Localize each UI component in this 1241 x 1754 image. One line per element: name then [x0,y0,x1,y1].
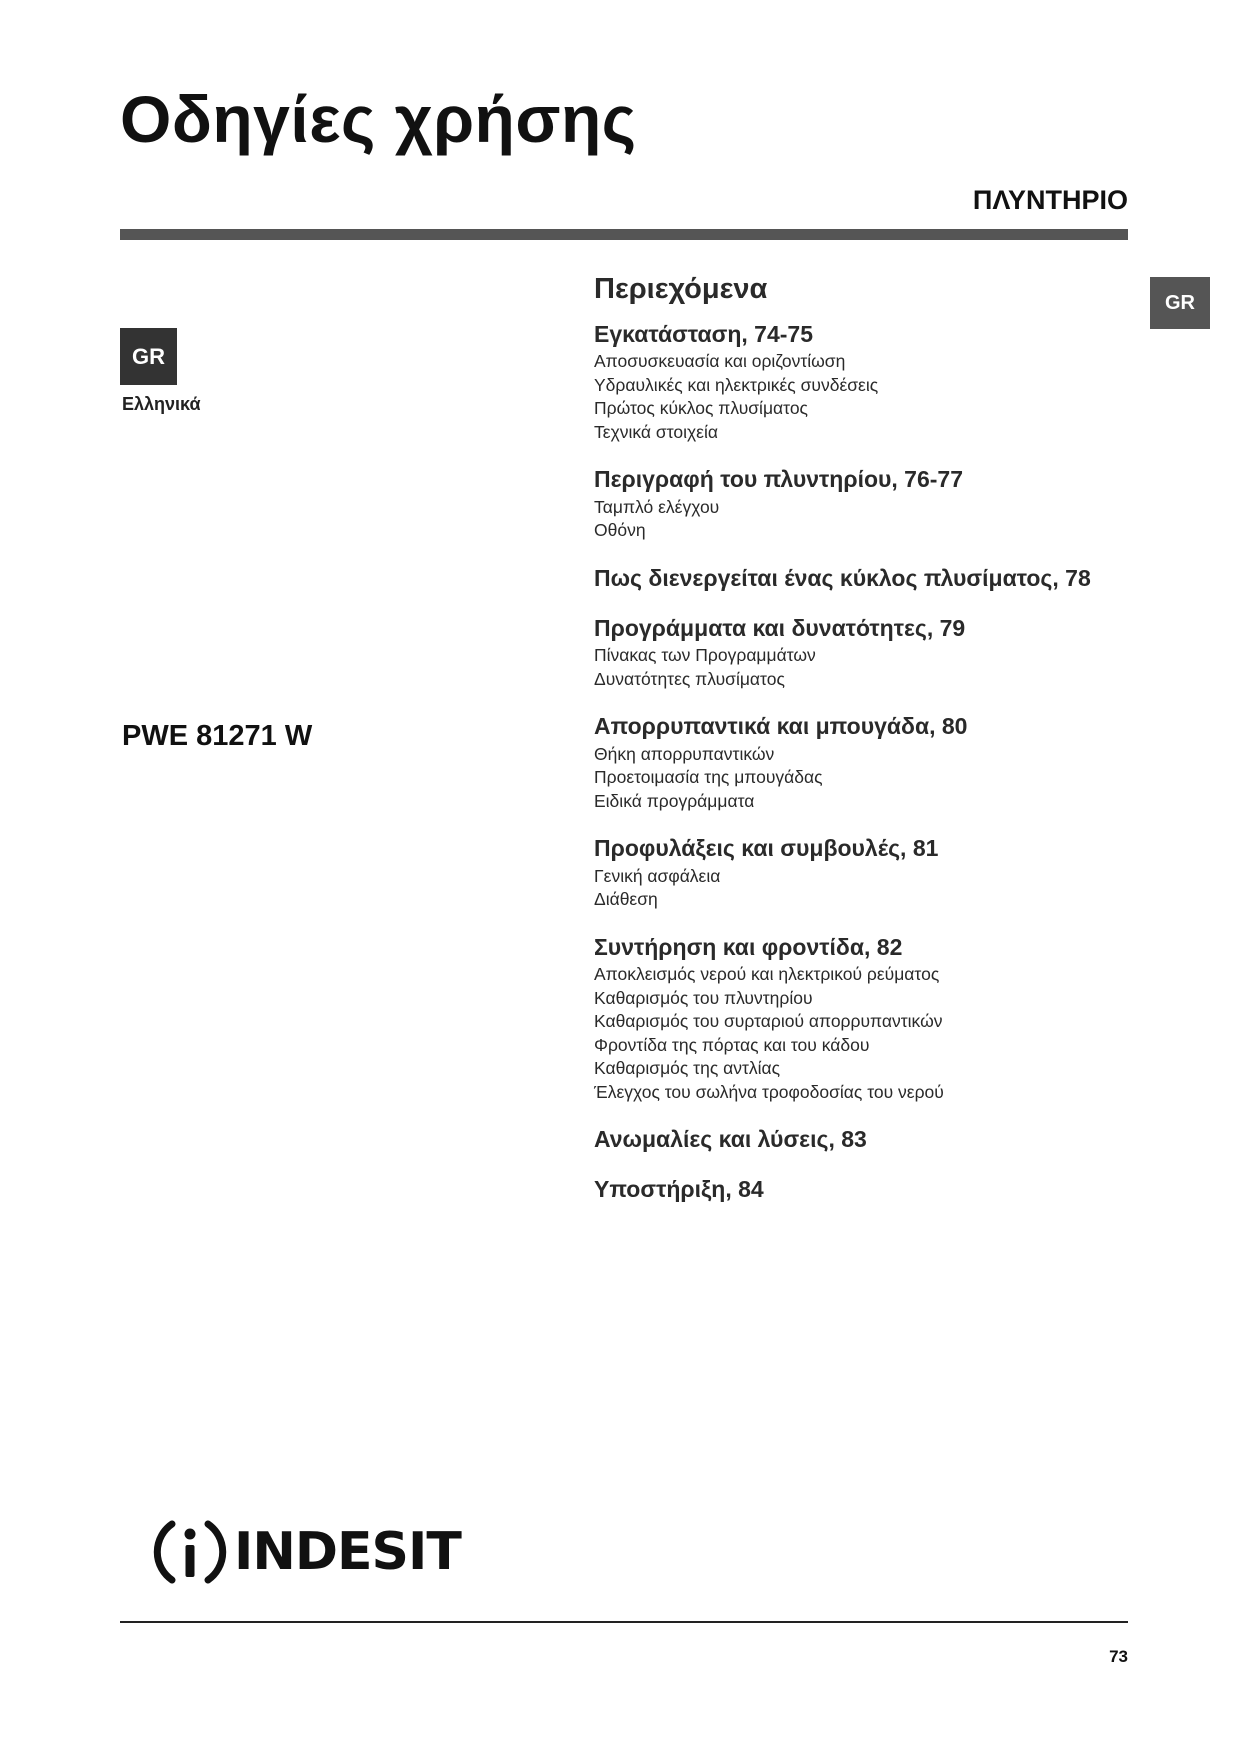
toc-subitem: Δυνατότητες πλυσίματος [594,668,785,689]
toc-subitem: Καθαρισμός του πλυντηρίου [594,987,813,1008]
toc-section-title[interactable]: Περιγραφή του πλυντηρίου, 76-77 [594,466,963,493]
indesit-logo-icon [150,1512,230,1592]
toc-heading: Περιεχόμενα [594,273,768,305]
toc-subitem: Έλεγχος του σωλήνα τροφοδοσίας του νερού [594,1081,944,1102]
toc-section [594,565,1134,593]
toc-section [594,466,1134,543]
toc-subitem: Ταμπλό ελέγχου [594,496,720,517]
header-divider [120,229,1128,240]
toc-section-title[interactable]: Πως διενεργείται ένας κύκλος πλυσίματος, 78 [594,564,1091,591]
toc-section-title[interactable]: Απορρυπαντικά και μπουγάδα, 80 [594,713,968,740]
table-of-contents [594,272,1134,1226]
toc-subitem-list [594,865,1134,912]
toc-section [594,321,1134,445]
toc-section [594,835,1134,912]
toc-section-title[interactable]: Ανωμαλίες και λύσεις, 83 [594,1126,867,1153]
product-type-label: ΠΛΥΝΤΗΡΙΟ [972,185,1128,215]
toc-subitem: Διάθεση [594,889,658,910]
toc-subitem: Ειδικά προγράμματα [594,790,755,811]
toc-subitem: Γενική ασφάλεια [594,865,721,886]
toc-subitem: Πρώτος κύκλος πλυσίματος [594,398,808,419]
toc-section-title[interactable]: Προφυλάξεις και συμβουλές, 81 [594,835,939,862]
toc-section [594,615,1134,692]
toc-subitem: Αποκλεισμός νερού και ηλεκτρικού ρεύματος [594,964,940,985]
toc-section [594,934,1134,1105]
toc-section [594,1126,1134,1154]
toc-subitem-list [594,350,1134,444]
toc-subitem: Καθαρισμός του συρταριού απορρυπαντικών [594,1011,943,1032]
language-side-tab[interactable]: GR [1150,277,1210,329]
toc-subitem-list [594,496,1134,543]
toc-subitem: Οθόνη [594,520,646,541]
toc-subitem: Πίνακας των Προγραμμάτων [594,645,816,666]
brand-name: INDESIT [234,1522,461,1582]
toc-subitem-list [594,743,1134,814]
toc-subitem: Υδραυλικές και ηλεκτρικές συνδέσεις [594,374,879,395]
document-title: Οδηγίες χρήσης [120,82,637,156]
toc-section-title[interactable]: Προγράμματα και δυνατότητες, 79 [594,614,966,641]
toc-section-title[interactable]: Υποστήριξη, 84 [594,1176,764,1203]
brand-logo [150,1512,461,1592]
footer-divider [120,1621,1128,1623]
toc-section-title[interactable]: Εγκατάσταση, 74-75 [594,320,813,347]
toc-sections [594,321,1134,1204]
toc-subitem-list [594,644,1134,691]
toc-section [594,1176,1134,1204]
toc-section [594,713,1134,813]
toc-section-title[interactable]: Συντήρηση και φροντίδα, 82 [594,933,903,960]
page-number: 73 [1109,1647,1128,1666]
toc-subitem: Τεχνικά στοιχεία [594,421,718,442]
model-number: PWE 81271 W [122,720,313,752]
toc-subitem: Καθαρισμός της αντλίας [594,1058,781,1079]
toc-subitem: Αποσυσκευασία και οριζοντίωση [594,351,846,372]
toc-subitem-list [594,963,1134,1104]
toc-subitem: Θήκη απορρυπαντικών [594,743,775,764]
toc-subitem: Φροντίδα της πόρτας και του κάδου [594,1034,870,1055]
language-name: Ελληνικά [122,394,201,414]
toc-subitem: Προετοιμασία της μπουγάδας [594,767,823,788]
language-badge: GR [120,328,177,385]
